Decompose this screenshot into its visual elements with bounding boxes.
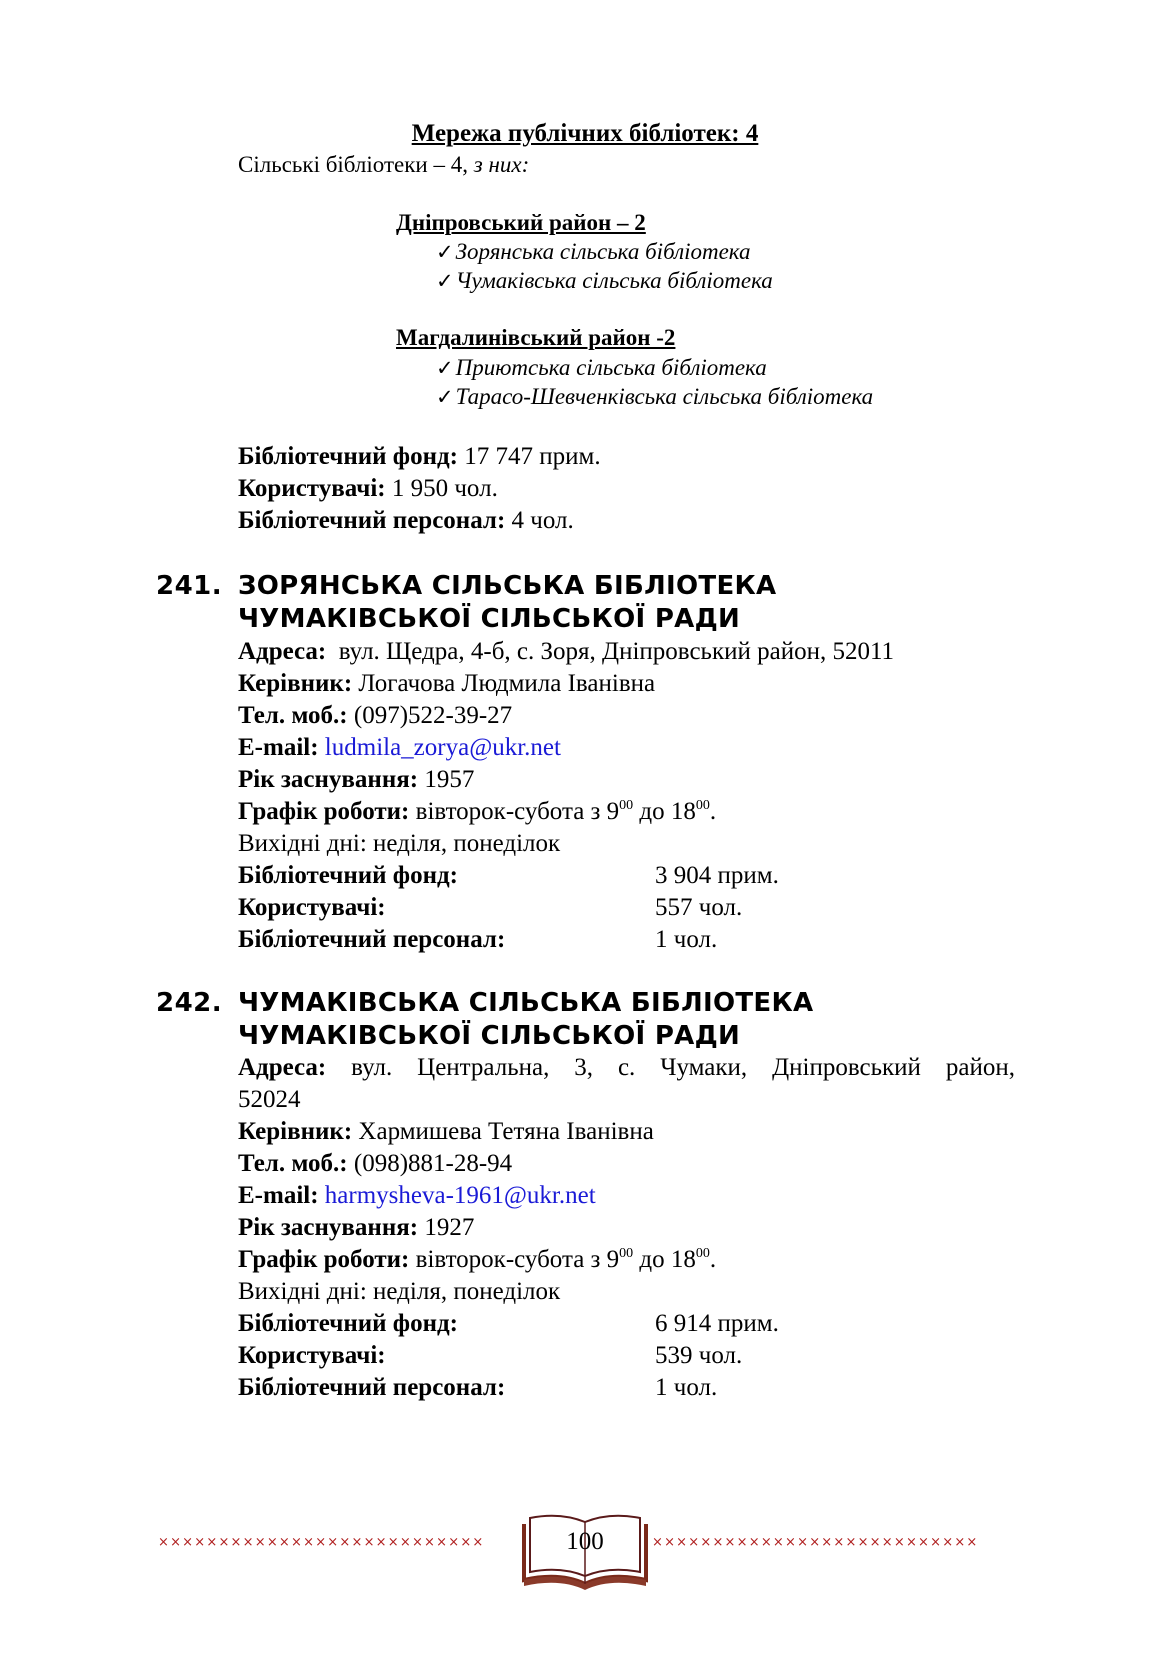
- email-label: E-mail:: [238, 734, 319, 761]
- staff-value: 4 чол.: [511, 507, 574, 534]
- email-line: [238, 1182, 596, 1210]
- rural-suffix: з них:: [473, 152, 530, 177]
- staff-label: Бібліотечний персонал:: [238, 926, 506, 953]
- staff-value: 1 чол.: [655, 926, 718, 953]
- phone-line: [238, 1150, 512, 1178]
- entry-title-line1: ЗОРЯНСЬКА СІЛЬСЬКА БІБЛІОТЕКА: [238, 571, 777, 601]
- address-line: [238, 1054, 1015, 1082]
- fund-value: 6 914 прим.: [655, 1310, 779, 1337]
- page-number: 100: [566, 1528, 604, 1555]
- schedule-end: .: [709, 798, 717, 825]
- checkmark-icon: ✓: [436, 356, 454, 380]
- head-value: Логачова Людмила Іванівна: [358, 670, 656, 697]
- founded-label: Рік заснування:: [238, 766, 419, 793]
- entry-title-line2: ЧУМАКІВСЬКОЇ СІЛЬСЬКОЇ РАДИ: [238, 604, 741, 634]
- phone-value: (097)522-39-27: [353, 702, 513, 729]
- address-word: Чумаки,: [660, 1054, 748, 1081]
- email-line: [238, 734, 561, 762]
- district-heading-dnipro: Дніпровський район – 2: [396, 210, 646, 235]
- checkmark-icon: ✓: [436, 240, 454, 264]
- footer-ornament-left: ×××××××××××××××××××××××××××: [158, 1535, 485, 1550]
- summary-users: [238, 475, 498, 503]
- schedule-prefix: вівторок-субота з 9: [415, 798, 620, 825]
- email-link[interactable]: ludmila_zorya@ukr.net: [324, 734, 561, 761]
- fund-value: 17 747 прим.: [464, 443, 601, 470]
- list-item: [436, 355, 767, 381]
- founded-value: 1927: [424, 1214, 475, 1241]
- address-line: [238, 638, 894, 666]
- founded-line: [238, 766, 474, 794]
- email-link[interactable]: harmysheva-1961@ukr.net: [324, 1182, 596, 1209]
- head-label: Керівник:: [238, 670, 353, 697]
- phone-label: Тел. моб.:: [238, 1150, 348, 1177]
- address-value: вул. Щедра, 4-б, с. Зоря, Дніпровський район, 52011: [338, 638, 895, 665]
- schedule-label: Графік роботи:: [238, 1246, 410, 1273]
- head-line: [238, 1118, 654, 1146]
- head-label: Керівник:: [238, 1118, 353, 1145]
- schedule-sup: 00: [695, 798, 710, 813]
- address-label: Адреса:: [238, 1054, 327, 1081]
- address-word: 3,: [574, 1054, 594, 1081]
- list-item: [436, 268, 773, 294]
- phone-value: (098)881-28-94: [353, 1150, 513, 1177]
- library-name: Тарасо-Шевченківська сільська бібліотека: [455, 384, 874, 409]
- users-label: Користувачі:: [238, 475, 386, 502]
- users-label: Користувачі:: [238, 894, 386, 921]
- footer-ornament-right: ×××××××××××××××××××××××××××: [652, 1535, 979, 1550]
- checkmark-icon: ✓: [436, 269, 454, 293]
- phone-line: [238, 702, 512, 730]
- library-name: Приютська сільська бібліотека: [455, 355, 767, 380]
- schedule-label: Графік роботи:: [238, 798, 410, 825]
- address-word: Центральна,: [417, 1054, 550, 1081]
- entry-title-line2: ЧУМАКІВСЬКОЇ СІЛЬСЬКОЇ РАДИ: [238, 1021, 741, 1051]
- rural-libraries-line: [238, 152, 529, 178]
- days-off-line: Вихідні дні: неділя, понеділок: [238, 830, 561, 857]
- phone-label: Тел. моб.:: [238, 702, 348, 729]
- list-item: [436, 239, 751, 265]
- schedule-sup: 00: [619, 798, 634, 813]
- fund-label: Бібліотечний фонд:: [238, 862, 458, 889]
- schedule-mid: до 18: [639, 798, 696, 825]
- fund-value: 3 904 прим.: [655, 862, 779, 889]
- users-value: 1 950 чол.: [391, 475, 498, 502]
- summary-fund: [238, 443, 601, 471]
- checkmark-icon: ✓: [436, 385, 454, 409]
- district-heading-mahdalynivka: Магдалинівський район -2: [396, 325, 676, 350]
- email-label: E-mail:: [238, 1182, 319, 1209]
- summary-staff: [238, 507, 574, 535]
- founded-value: 1957: [424, 766, 475, 793]
- founded-label: Рік заснування:: [238, 1214, 419, 1241]
- schedule-sup: 00: [695, 1246, 710, 1261]
- rural-prefix: Сільські бібліотеки – 4,: [238, 152, 468, 177]
- address-word: вул.: [351, 1054, 393, 1081]
- schedule-line: [238, 798, 716, 826]
- list-item: [436, 384, 873, 410]
- library-name: Зорянська сільська бібліотека: [455, 239, 751, 264]
- staff-label: Бібліотечний персонал:: [238, 1374, 506, 1401]
- network-title: Мережа публічних бібліотек: 4: [411, 120, 759, 147]
- entry-number: 242.: [156, 988, 223, 1018]
- staff-label: Бібліотечний персонал:: [238, 507, 506, 534]
- schedule-prefix: вівторок-субота з 9: [415, 1246, 620, 1273]
- address-word: с.: [617, 1054, 636, 1081]
- entry-number: 241.: [156, 571, 223, 601]
- schedule-end: .: [709, 1246, 717, 1273]
- library-name: Чумаківська сільська бібліотека: [455, 268, 773, 293]
- schedule-line: [238, 1246, 716, 1274]
- fund-label: Бібліотечний фонд:: [238, 1310, 458, 1337]
- schedule-sup: 00: [619, 1246, 634, 1261]
- head-value: Хармишева Тетяна Іванівна: [358, 1118, 654, 1145]
- address-label: Адреса:: [238, 638, 327, 665]
- address-word: район,: [945, 1054, 1015, 1081]
- address-continuation: 52024: [238, 1086, 301, 1113]
- users-value: 539 чол.: [655, 1342, 743, 1369]
- days-off-line: Вихідні дні: неділя, понеділок: [238, 1278, 561, 1305]
- fund-label: Бібліотечний фонд:: [238, 443, 458, 470]
- founded-line: [238, 1214, 474, 1242]
- users-value: 557 чол.: [655, 894, 743, 921]
- address-word: Дніпровський: [772, 1054, 921, 1081]
- head-line: [238, 670, 655, 698]
- entry-title-line1: ЧУМАКІВСЬКА СІЛЬСЬКА БІБЛІОТЕКА: [238, 988, 814, 1018]
- staff-value: 1 чол.: [655, 1374, 718, 1401]
- users-label: Користувачі:: [238, 1342, 386, 1369]
- schedule-mid: до 18: [639, 1246, 696, 1273]
